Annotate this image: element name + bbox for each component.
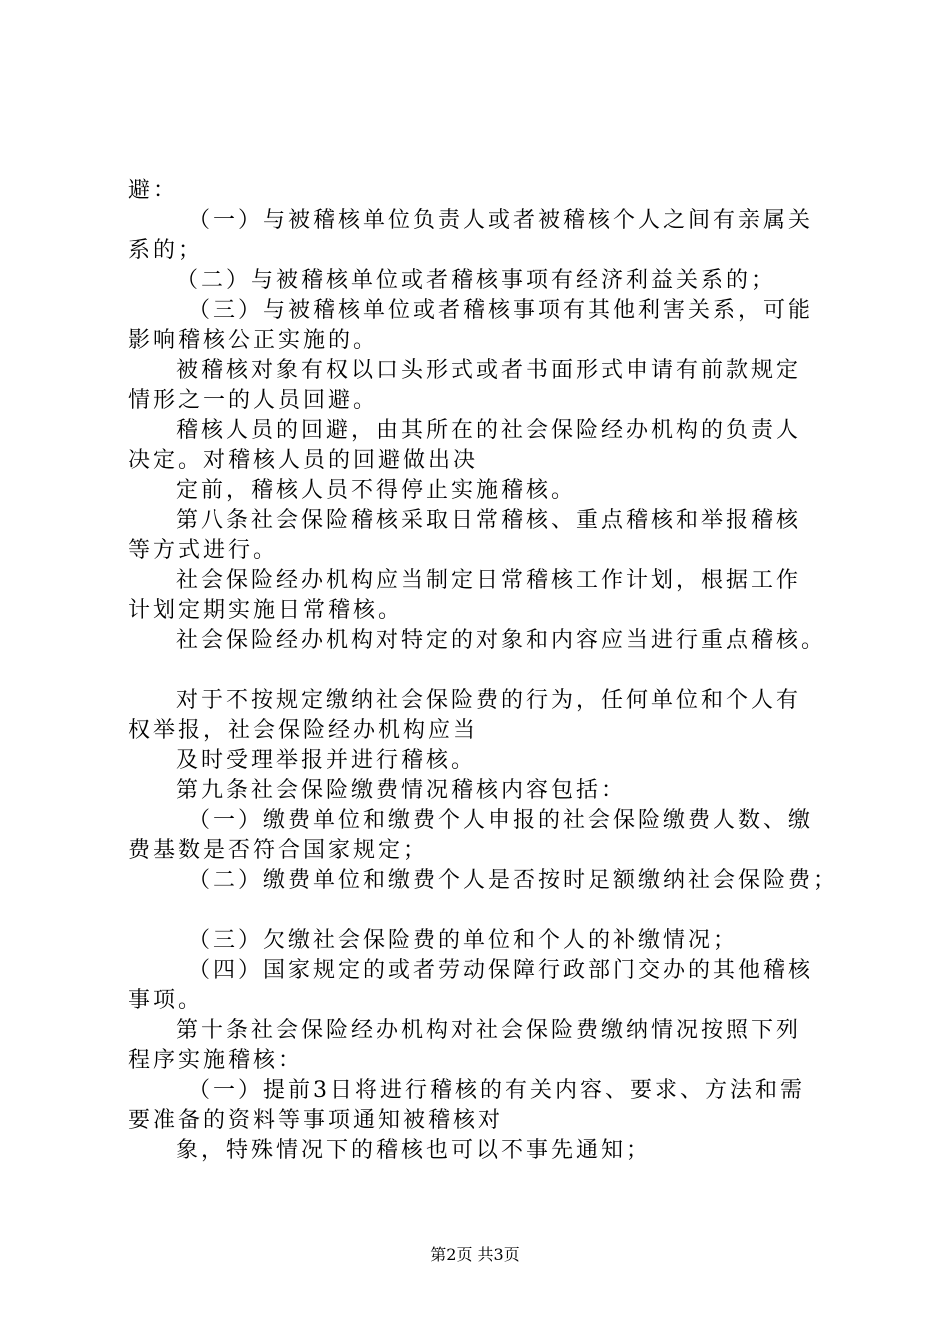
- paragraph-gap: [128, 896, 843, 926]
- text-line: （三）与被稽核单位或者稽核事项有其他利害关系，可能: [188, 298, 814, 323]
- text-line: 社会保险经办机构应当制定日常稽核工作计划，根据工作: [176, 568, 802, 593]
- text-line: 事项。: [128, 988, 204, 1013]
- text-line: 系的；: [128, 238, 204, 263]
- page-number: 第2页 共3页: [430, 1245, 520, 1264]
- text-line: 决定。对稽核人员的回避做出决: [128, 448, 479, 473]
- text-line: 要准备的资料等事项通知被稽核对: [128, 1108, 504, 1133]
- text-line: 稽核人员的回避，由其所在的社会保险经办机构的负责人: [176, 418, 802, 443]
- text-line: （一）与被稽核单位负责人或者被稽核个人之间有亲属关: [188, 208, 814, 233]
- paragraph-gap: [128, 656, 843, 686]
- text-line: 第九条社会保险缴费情况稽核内容包括：: [176, 778, 627, 803]
- text-line: （二）与被稽核单位或者稽核事项有经济利益关系的；: [176, 268, 777, 293]
- text-line: 费基数是否符合国家规定；: [128, 838, 429, 863]
- text-line: 被稽核对象有权以口头形式或者书面形式申请有前款规定: [176, 358, 802, 383]
- text-line: 等方式进行。: [128, 538, 279, 563]
- text-line: 象，特殊情况下的稽核也可以不事先通知；: [176, 1138, 652, 1163]
- text-line: 计划定期实施日常稽核。: [128, 598, 404, 623]
- text-line: 避：: [128, 178, 179, 203]
- text-line: （一）缴费单位和缴费个人申报的社会保险缴费人数、缴: [188, 808, 814, 833]
- text-line: （二）缴费单位和缴费个人是否按时足额缴纳社会保险费；: [188, 868, 839, 893]
- text-line: 情形之一的人员回避。: [128, 388, 379, 413]
- text-line: 对于不按规定缴纳社会保险费的行为，任何单位和个人有: [176, 688, 802, 713]
- text-line: 权举报，社会保险经办机构应当: [128, 718, 479, 743]
- page-footer: [0, 1244, 950, 1266]
- text-line: 及时受理举报并进行稽核。: [176, 748, 477, 773]
- text-line: 影响稽核公正实施的。: [128, 328, 379, 353]
- text-line: 第十条社会保险经办机构对社会保险费缴纳情况按照下列: [176, 1018, 802, 1043]
- text-line: 社会保险经办机构对特定的对象和内容应当进行重点稽核。: [176, 628, 827, 653]
- text-line: （一）提前3日将进行稽核的有关内容、要求、方法和需: [188, 1078, 805, 1103]
- document-body: [128, 176, 843, 1166]
- text-line: 程序实施稽核：: [128, 1048, 304, 1073]
- text-line: 定前，稽核人员不得停止实施稽核。: [176, 478, 577, 503]
- text-line: （三）欠缴社会保险费的单位和个人的补缴情况；: [188, 928, 739, 953]
- text-line: 第八条社会保险稽核采取日常稽核、重点稽核和举报稽核: [176, 508, 802, 533]
- text-line: （四）国家规定的或者劳动保障行政部门交办的其他稽核: [188, 958, 814, 983]
